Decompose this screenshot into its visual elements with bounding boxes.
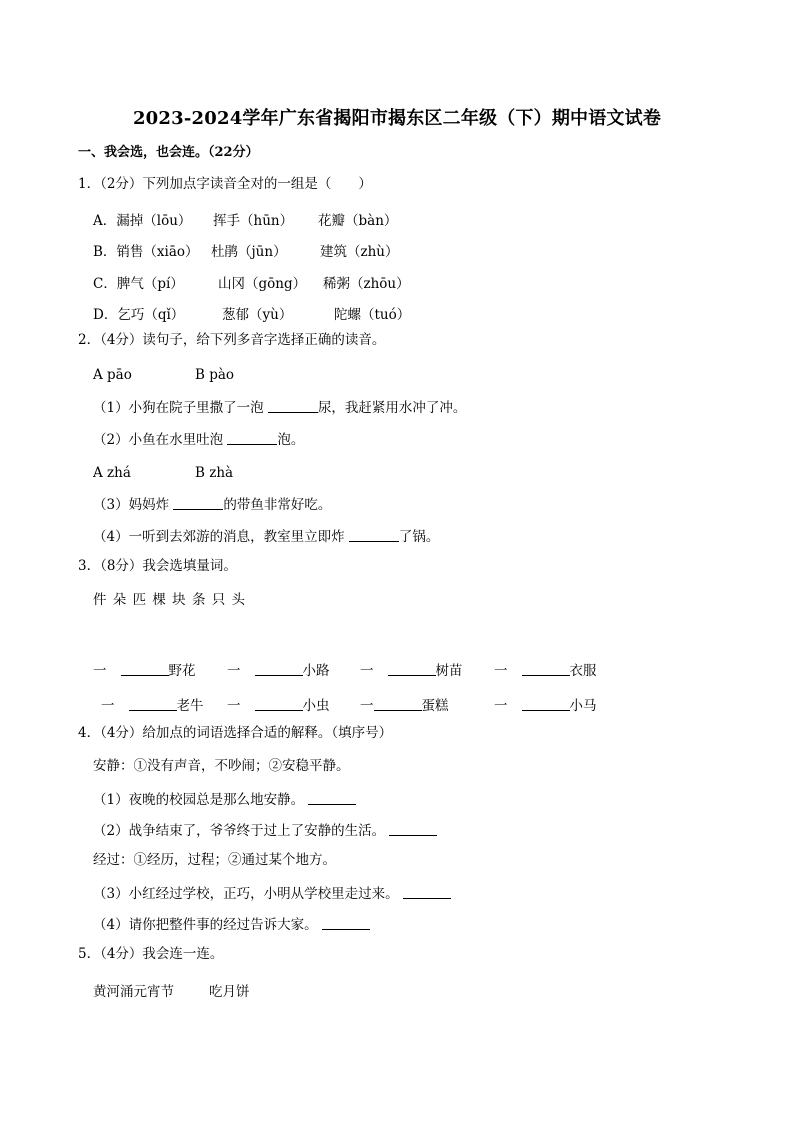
sentence-2: （2）小鱼在水里吐泡 泡。 bbox=[93, 432, 305, 448]
answer-blank[interactable] bbox=[255, 663, 303, 676]
match-right-item[interactable]: 吃月饼 bbox=[209, 984, 250, 1000]
sentence-1: （1）小狗在院子里撒了一泡 尿，我赶紧用水冲了冲。 bbox=[93, 400, 467, 416]
measure-item: 一 野花 bbox=[93, 663, 196, 679]
answer-blank[interactable] bbox=[349, 529, 399, 542]
option-c-3: 稀粥（zhōu） bbox=[323, 276, 410, 292]
answer-blank[interactable] bbox=[255, 698, 303, 711]
option-a-3: 花瓣（bàn） bbox=[318, 213, 398, 229]
measure-item: 一 蛋糕 bbox=[360, 698, 449, 714]
option-b-1: B．销售（xiāo） bbox=[93, 244, 199, 260]
section-heading: 一、我会选，也会连。（22分） bbox=[78, 145, 259, 160]
question-3-stem: 3．（8分）我会选填量词。 bbox=[78, 558, 237, 574]
option-c-1: C．脾气（pí） bbox=[93, 276, 184, 292]
page-title: 2023-2024学年广东省揭阳市揭东区二年级（下）期中语文试卷 bbox=[132, 108, 662, 129]
option-a-1: A．漏掉（lōu） bbox=[93, 213, 192, 229]
definition-2: 经过：①经历，过程；②通过某个地方。 bbox=[93, 852, 336, 868]
definition-1: 安静：①没有声音，不吵闹；②安稳平静。 bbox=[93, 758, 350, 774]
pinyin-choice-b: B pào bbox=[195, 367, 235, 383]
pinyin-choice-a: A zhá bbox=[93, 465, 131, 481]
option-b-3: 建筑（zhù） bbox=[320, 244, 399, 260]
match-left-item[interactable]: 黄河涌元宵节 bbox=[93, 984, 174, 1000]
option-d-3: 陀螺（tuó） bbox=[334, 307, 411, 323]
answer-blank[interactable] bbox=[121, 663, 169, 676]
answer-blank[interactable] bbox=[268, 400, 318, 413]
question-4-stem: 4．（4分）给加点的词语选择合适的解释。（填序号） bbox=[78, 725, 393, 741]
option-a-2: 挥手（hūn） bbox=[213, 213, 294, 229]
answer-blank[interactable] bbox=[522, 663, 570, 676]
measure-word-list: 件 朵 匹 棵 块 条 只 头 bbox=[93, 592, 246, 608]
option-c-2: 山冈（gōng） bbox=[218, 276, 307, 292]
sentence-4: （4）请你把整件事的经过告诉大家。 bbox=[93, 917, 370, 933]
answer-blank[interactable] bbox=[322, 917, 370, 930]
option-b-2: 杜鹃（jūn） bbox=[211, 244, 287, 260]
measure-item: 一 小马 bbox=[494, 698, 597, 714]
measure-item: 一 衣服 bbox=[494, 663, 597, 679]
pinyin-choice-b: B zhà bbox=[195, 465, 234, 481]
answer-blank[interactable] bbox=[522, 698, 570, 711]
option-d-2: 葱郁（yù） bbox=[222, 307, 293, 323]
measure-item: 一 树苗 bbox=[360, 663, 463, 679]
sentence-3: （3）小红经过学校，正巧，小明从学校里走过来。 bbox=[93, 886, 451, 902]
answer-blank[interactable] bbox=[308, 792, 356, 805]
option-d-1: D．乞巧（qǐ） bbox=[93, 307, 185, 323]
measure-item: 一 老牛 bbox=[101, 698, 204, 714]
question-1-stem: 1．（2分）下列加点字读音全对的一组是（ ） bbox=[78, 176, 372, 192]
sentence-1: （1）夜晚的校园总是那么地安静。 bbox=[93, 792, 356, 808]
measure-item: 一 小虫 bbox=[227, 698, 330, 714]
sentence-2: （2）战争结束了，爷爷终于过上了安静的生活。 bbox=[93, 823, 437, 839]
sentence-4: （4）一听到去郊游的消息，教室里立即炸 了锅。 bbox=[93, 529, 440, 545]
question-5-stem: 5．（4分）我会连一连。 bbox=[78, 946, 224, 962]
sentence-3: （3）妈妈炸 的带鱼非常好吃。 bbox=[93, 497, 332, 513]
answer-blank[interactable] bbox=[374, 698, 422, 711]
answer-blank[interactable] bbox=[389, 823, 437, 836]
answer-blank[interactable] bbox=[403, 886, 451, 899]
question-2-stem: 2．（4分）读句子，给下列多音字选择正确的读音。 bbox=[78, 332, 386, 348]
answer-blank[interactable] bbox=[173, 497, 223, 510]
answer-blank[interactable] bbox=[388, 663, 436, 676]
answer-blank[interactable] bbox=[129, 698, 177, 711]
measure-item: 一 小路 bbox=[227, 663, 330, 679]
pinyin-choice-a: A pāo bbox=[93, 367, 132, 383]
answer-blank[interactable] bbox=[227, 432, 277, 445]
